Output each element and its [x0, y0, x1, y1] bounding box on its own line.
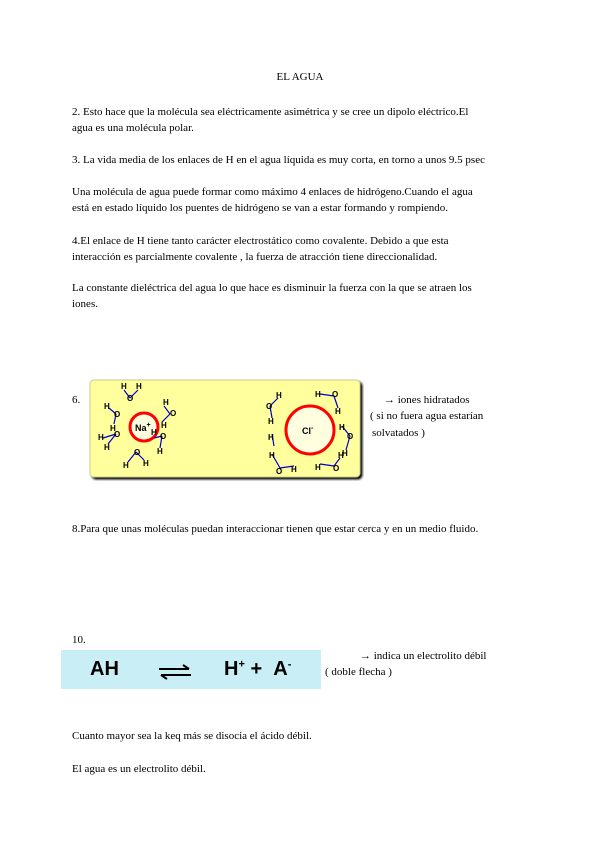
svg-text:O: O: [134, 448, 141, 457]
hydrated-ions-figure: [88, 378, 364, 481]
svg-text:O: O: [170, 409, 177, 418]
equation-a-charge: -: [287, 658, 292, 671]
svg-text:H: H: [143, 459, 149, 468]
svg-text:O: O: [127, 394, 134, 403]
electrolyte-note: → indica un electrolito débil: [360, 650, 487, 662]
paragraph-hbond-line-1: Una molécula de agua puede formar como máximo 4 enlaces de hidrógeno.Cuando el agua: [72, 186, 473, 198]
paragraph-dielectric-line-2: iones.: [72, 298, 98, 310]
svg-text:H: H: [161, 421, 167, 430]
paragraph-dielectric-line-1: La constante dieléctrica del agua lo que hace es disminuir la fuerza con la que se atraen los: [72, 282, 472, 294]
equation-left: AH: [90, 658, 119, 680]
svg-text:H: H: [268, 433, 274, 442]
svg-text:H: H: [123, 461, 129, 470]
equation-h: H: [224, 658, 239, 680]
svg-text:O: O: [114, 430, 121, 439]
svg-text:O: O: [333, 464, 340, 473]
svg-text:H: H: [291, 465, 297, 474]
svg-text:H: H: [269, 451, 275, 460]
svg-text:O: O: [347, 432, 354, 441]
hydrated-note-line-3: solvatados ): [372, 427, 425, 439]
svg-text:H: H: [163, 398, 169, 407]
svg-text:O: O: [332, 390, 339, 399]
page-title: EL AGUA: [276, 71, 324, 83]
equation-h-charge: +: [238, 658, 245, 671]
paragraph-3: 3. La vida media de los enlaces de H en el agua líquida es muy corta, en torno a unos 9.5 psec: [72, 154, 485, 166]
svg-text:O: O: [276, 467, 283, 476]
svg-text:H: H: [121, 382, 127, 391]
equilibrium-arrows-icon: [157, 664, 193, 680]
paragraph-2-line-2: agua es una molécula polar.: [72, 122, 194, 134]
svg-text:H: H: [136, 382, 142, 391]
svg-text:H: H: [104, 402, 110, 411]
svg-text:O: O: [266, 402, 273, 411]
paragraph-4-line-2: interacción es parcialmente covalente , la fuerza de atracción tiene direccionalidad.: [72, 251, 438, 263]
svg-text:H: H: [110, 424, 116, 433]
svg-text:H: H: [335, 407, 341, 416]
item-6-number: 6.: [72, 394, 81, 406]
svg-text:H: H: [338, 451, 344, 460]
equation-right: H+ + A-: [224, 658, 292, 680]
paragraph-keq: Cuanto mayor sea la keq más se disocia el ácido débil.: [72, 730, 312, 742]
svg-text:O: O: [160, 432, 167, 441]
svg-text:H: H: [342, 449, 348, 458]
paragraph-4-line-1: 4.El enlace de H tiene tanto carácter electrostático como covalente. Debido a que esta: [72, 235, 449, 247]
paragraph-hbond-line-2: está en estado líquido los puentes de hidrógeno se van a estar formando y rompiendo.: [72, 202, 449, 214]
svg-text:H: H: [315, 463, 321, 472]
svg-text:H: H: [157, 447, 163, 456]
item-10-number: 10.: [72, 634, 86, 646]
svg-text:H: H: [104, 443, 110, 452]
equation-a: A: [273, 658, 288, 680]
chloride-ion-label: Cl-: [302, 425, 314, 436]
svg-text:H: H: [315, 390, 321, 399]
svg-text:H: H: [276, 391, 282, 400]
hydrated-note-line-2: ( si no fuera agua estarían: [370, 410, 484, 422]
hydrated-note-line-1: → iones hidratados: [384, 394, 470, 406]
paragraph-8: 8.Para que unas moléculas puedan interaccionar tienen que estar cerca y en un medio fluido.: [72, 523, 479, 535]
svg-text:H: H: [98, 433, 104, 442]
sodium-ion-label: Na+: [135, 422, 151, 433]
paragraph-last: El agua es un electrolito débil.: [72, 763, 206, 775]
svg-text:H: H: [151, 428, 157, 437]
double-arrow-note: ( doble flecha ): [325, 666, 392, 678]
svg-text:H: H: [268, 417, 274, 426]
paragraph-2-line-1: 2. Esto hace que la molécula sea eléctricamente asimétrica y se cree un dipolo eléctrico.El: [72, 106, 469, 118]
svg-text:H: H: [339, 423, 345, 432]
svg-text:O: O: [114, 410, 121, 419]
